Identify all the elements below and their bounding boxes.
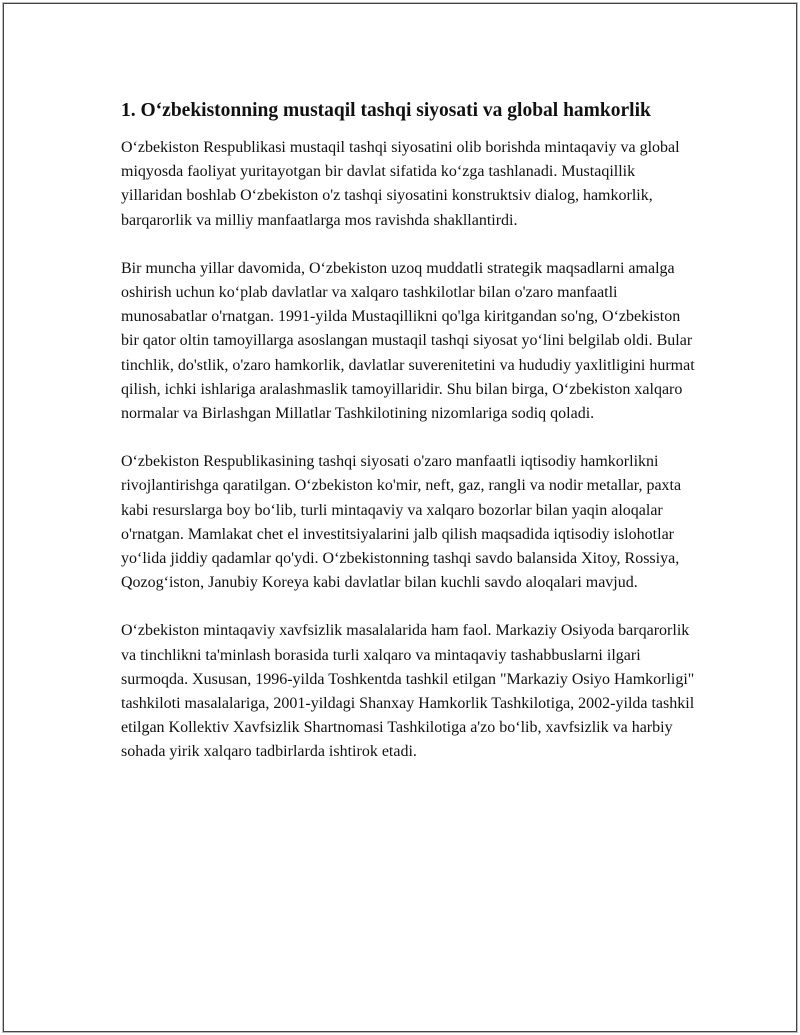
paragraph-4: O‘zbekiston mintaqaviy xavfsizlik masalalarida ham faol. Markaziy Osiyoda barqarorlik va tinchlikni ta'minlash borasida turli xalqaro va mintaqaviy tashabbuslarni ilgari surmoqda. Xususan, 1996-yilda Toshkentda tashkil etilgan "Markaziy Osiyo Hamkorligi" tashkiloti masalalariga, 2001-yildagi Shanxay Hamkorlik Tashkilotiga, 2002-yilda tashkil etilgan Kollektiv Xavfsizlik Shartnomasi Tashkilotiga a'zo bo‘lib, xavfsizlik va harbiy sohada yirik xalqaro tadbirlarda ishtirok etadi. <box>121 622 695 761</box>
paragraph-3: O‘zbekiston Respublikasining tashqi siyosati o'zaro manfaatli iqtisodiy hamkorlikni rivojlantirishga qaratilgan. O‘zbekiston ko'mir, neft, gaz, rangli va nodir metallar, paxta kabi resurslarga boy bo‘lib, turli mintaqaviy va xalqaro bozorlar bilan yaqin aloqalar o'rnatgan. Mamlakat chet el investitsiyalarini jalb qilish maqsadida iqtisodiy islohotlar yo‘lida jiddiy qadamlar qo'ydi. O‘zbekistonning tashqi savdo balansida Xitoy, Rossiya, Qozog‘iston, Janubiy Koreya kabi davlatlar bilan kuchli savdo aloqalari mavjud. <box>121 453 682 592</box>
paragraph-2: Bir muncha yillar davomida, O‘zbekiston uzoq muddatli strategik maqsadlarni amalga oshirish uchun ko‘plab davlatlar va xalqaro tashkilotlar bilan o'zaro manfaatli munosabatlar o'rnatgan. 1991-yilda Mustaqillikni qo'lga kiritgandan so'ng, O‘zbekiston bir qator oltin tamoyillarga asoslangan mustaqil tashqi siyosat yo‘lini belgilab oldi. Bular tinchlik, do'stlik, o'zaro hamkorlik, davlatlar suverenitetini va hududiy yaxlitligini hurmat qilish, ichki ishlariga aralashmaslik tamoyillaridir. Shu bilan birga, O‘zbekiston xalqaro normalar va Birlashgan Millatlar Tashkilotining nizomlariga sodiq qoladi. <box>121 259 695 423</box>
section-heading: 1. O‘zbekistonning mustaqil tashqi siyosati va global hamkorlik <box>121 100 651 121</box>
document-page <box>3 3 797 1032</box>
paragraph-1: O‘zbekiston Respublikasi mustaqil tashqi siyosatini olib borishda mintaqaviy va global miqyosda faoliyat yuritayotgan bir davlat sifatida ko‘zga tashlanadi. Mustaqillik yillaridan boshlab O‘zbekiston o'z tashqi siyosatini konstruktsiv dialog, hamkorlik, barqarorlik va milliy manfaatlarga mos ravishda shakllantirdi. <box>121 139 680 229</box>
document-body <box>121 96 696 789</box>
